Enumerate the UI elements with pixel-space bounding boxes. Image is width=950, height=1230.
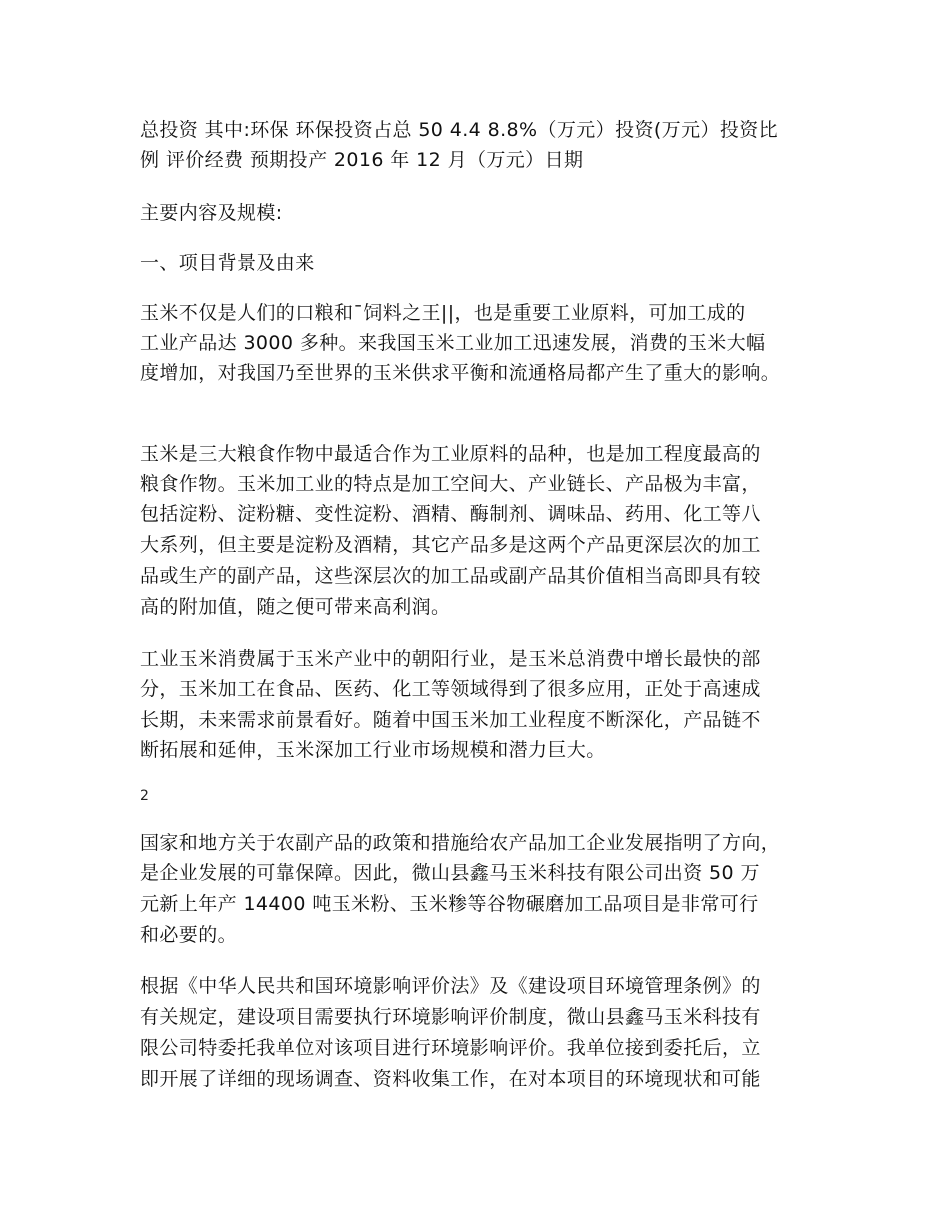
- paragraph-4-line-1: 国家和地方关于农副产品的政策和措施给农产品加工企业发展指明了方向，: [140, 832, 781, 854]
- paragraph-3-line-4: 断拓展和延伸，玉米深加工行业市场规模和潜力巨大。: [140, 739, 606, 761]
- paragraph-1-line-1: 玉米不仅是人们的口粮和¯饲料之王||，也是重要工业原料，可加工成的: [140, 302, 746, 324]
- paragraph-2-line-3: 包括淀粉、淀粉糖、变性淀粉、酒精、酶制剂、调味品、药用、化工等八: [140, 503, 761, 525]
- paragraph-3-line-3: 长期，未来需求前景看好。随着中国玉米加工业程度不断深化，产品链不: [140, 709, 761, 731]
- main-content-heading: 主要内容及规模:: [140, 202, 283, 224]
- paragraph-2-line-6: 高的附加值，随之便可带来高利润。: [140, 596, 451, 618]
- paragraph-5-line-2: 有关规定，建设项目需要执行环境影响评价制度，微山县鑫马玉米科技有: [140, 1006, 761, 1028]
- paragraph-3-line-1: 工业玉米消费属于玉米产业中的朝阳行业，是玉米总消费中增长最快的部: [140, 648, 761, 670]
- page-number: 2: [140, 788, 149, 804]
- paragraph-4-line-2: 是企业发展的可靠保障。因此，微山县鑫马玉米科技有限公司出资 50 万: [140, 862, 760, 884]
- paragraph-5-line-3: 限公司特委托我单位对该项目进行环境影响评价。我单位接到委托后，立: [140, 1037, 761, 1059]
- paragraph-4-line-4: 和必要的。: [140, 924, 238, 946]
- paragraph-5-line-4: 即开展了详细的现场调查、资料收集工作，在对本项目的环境现状和可能: [140, 1068, 761, 1090]
- paragraph-4-line-3: 元新上年产 14400 吨玉米粉、玉米糁等谷物碾磨加工品项目是非常可行: [140, 893, 759, 915]
- paragraph-1-line-2: 工业产品达 3000 多种。来我国玉米工业加工迅速发展，消费的玉米大幅: [140, 332, 766, 354]
- paragraph-3-line-2: 分，玉米加工在食品、医药、化工等领域得到了很多应用，正处于高速成: [140, 678, 761, 700]
- paragraph-2-line-4: 大系列，但主要是淀粉及酒精，其它产品多是这两个产品更深层次的加工: [140, 534, 761, 556]
- investment-line-1: 总投资 其中:环保 环保投资占总 50 4.4 8.8%（万元）投资(万元）投资比: [140, 119, 779, 141]
- paragraph-2-line-1: 玉米是三大粮食作物中最适合作为工业原料的品种，也是加工程度最高的: [140, 443, 761, 465]
- paragraph-2-line-5: 品或生产的副产品，这些深层次的加工品或副产品其价值相当高即具有较: [140, 565, 761, 587]
- paragraph-2-line-2: 粮食作物。玉米加工业的特点是加工空间大、产业链长、产品极为丰富，: [140, 473, 761, 495]
- paragraph-5-line-1: 根据《中华人民共和国环境影响评价法》及《建设项目环境管理条例》的: [140, 975, 761, 997]
- investment-line-2: 例 评价经费 预期投产 2016 年 12 月（万元）日期: [140, 149, 584, 171]
- paragraph-1-line-3: 度增加，对我国乃至世界的玉米供求平衡和流通格局都产生了重大的影响。: [140, 362, 781, 384]
- section-heading: 一、项目背景及由来: [140, 252, 315, 274]
